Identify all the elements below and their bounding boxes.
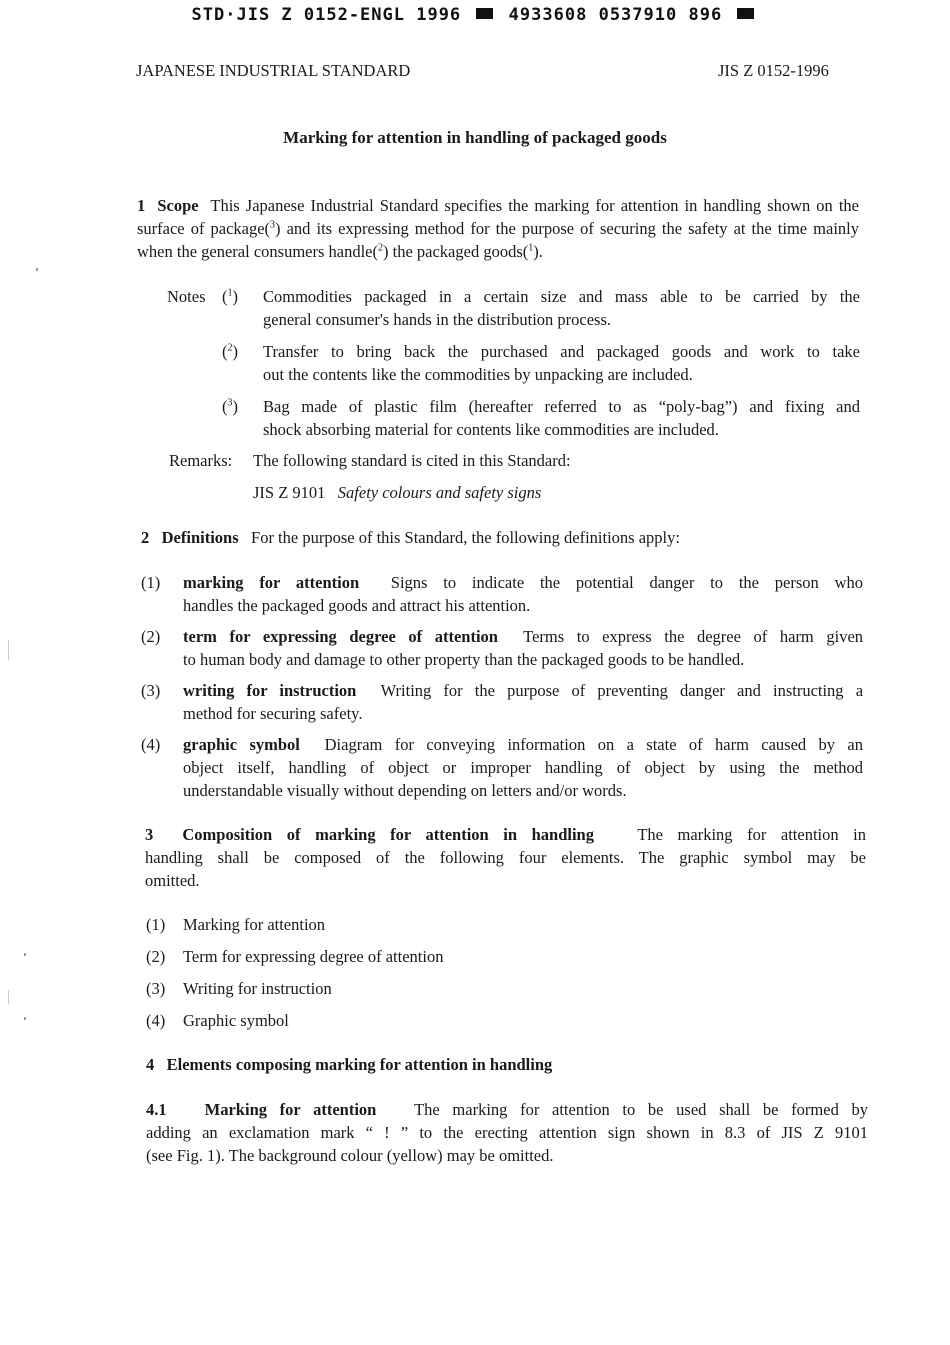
scope-text: This Japanese Industrial Standard specifies the marking for attention in handling shown on the surface of package (137, 196, 859, 238)
definition-number: (2) (141, 627, 161, 646)
element-number: (3) (146, 979, 166, 998)
definition-term: marking for attention (183, 573, 360, 592)
scan-speck (8, 990, 9, 1004)
footnote-ref: 2 (378, 242, 383, 254)
subsection-number: 4.1 (146, 1100, 167, 1119)
definition-term: graphic symbol (183, 735, 300, 754)
definition-number: (3) (141, 681, 161, 700)
scope-paragraph: 1 Scope This Japanese Industrial Standard specifies the marking for attention in handling shown on the surface of package($^3$) and its expressing method for the purpose of securing the safety at the time mainly when the general consumers handle($^2$) the packaged goods($^1$). (137, 196, 859, 261)
element-number: (4) (146, 1011, 166, 1030)
scope-text: the packaged goods (392, 242, 523, 261)
scan-speck (8, 640, 9, 660)
scope-text: ). (533, 242, 543, 261)
section-heading: Definitions (161, 528, 239, 547)
standard-number: JIS Z 0152-1996 (718, 61, 829, 80)
scope-heading: Scope (157, 196, 199, 215)
subsection-4-1: 4.1 Marking for attention The marking for attention to be used shall be formed by adding an exclamation mark “ ! ” to the erecting attention sign shown in 8.3 of JIS Z 9101 (see Fig. 1). The background colour (yellow) may be omitted. (146, 1100, 868, 1165)
element-number: (2) (146, 947, 166, 966)
definition-item: graphic symbol Diagram for conveying information on a state of harm caused by an object itself, handling of object or improper handling of object by using the method understandable visually without depending on letters and/or words. (183, 735, 863, 800)
definitions-heading-line (141, 526, 680, 549)
note-text: Commodities packaged in a certain size and mass able to be carried by the general consumer's hands in the distribution process. (263, 287, 860, 329)
definition-term: term for expressing degree of attention (183, 627, 498, 646)
footnote-ref: 3 (270, 219, 276, 231)
barcode-block (476, 8, 493, 19)
definition-number: (4) (141, 735, 161, 754)
footnote-ref: 1 (528, 242, 534, 254)
cited-standard (253, 481, 541, 504)
element-text: Term for expressing degree of attention (183, 947, 444, 966)
elements-heading (146, 1053, 552, 1076)
definition-item: term for expressing degree of attention Terms to express the degree of harm given to human body and damage to other property than the packaged goods to be handled. (183, 627, 864, 669)
scope-text: and its expressing method for the purpose of securing the safety at the time mainly when the general consumers handle (137, 219, 859, 261)
element-number: (1) (146, 915, 166, 934)
element-text: Marking for attention (183, 915, 326, 934)
definition-item: marking for attention Signs to indicate the potential danger to the person who handles the packaged goods and attract his attention. (183, 573, 864, 615)
definition-item: writing for instruction Writing for the purpose of preventing danger and instructing a method for securing safety. (183, 681, 864, 723)
notes-label: Notes (167, 287, 206, 306)
section-number: 3 (145, 825, 154, 844)
subsection-heading: Marking for attention (204, 1100, 377, 1119)
element-text: Writing for instruction (183, 979, 332, 998)
scan-speck (24, 1017, 26, 1020)
scan-header-code2: 0537910 (598, 5, 678, 25)
section-number: 2 (141, 528, 150, 547)
standard-header-label: JAPANESE INDUSTRIAL STANDARD (136, 61, 411, 80)
remarks-label: Remarks: (169, 451, 233, 470)
barcode-block (737, 8, 754, 19)
composition-paragraph: 3 Composition of marking for attention in handling The marking for attention in handling shall be composed of the following four elements. The graphic symbol may be omitted. (145, 825, 867, 890)
cited-code: JIS Z 9101 (253, 483, 326, 502)
scope-number: 1 (137, 196, 146, 215)
definition-term: writing for instruction (183, 681, 357, 700)
section-heading: Elements composing marking for attention in handling (166, 1055, 553, 1074)
scan-header-code1: 4933608 (508, 5, 588, 25)
scan-header (0, 4, 950, 27)
scan-header-doc-id: STD·JIS Z 0152-ENGL 1996 (191, 5, 462, 25)
cited-title: Safety colours and safety signs (337, 483, 542, 502)
note-number: ($^1$) (222, 287, 238, 306)
definitions-intro: For the purpose of this Standard, the following definitions apply: (251, 528, 680, 547)
document-title: Marking for attention in handling of packaged goods (283, 128, 667, 147)
scan-speck (36, 268, 38, 271)
section-heading: Composition of marking for attention in handling (182, 825, 594, 844)
note-text: Transfer to bring back the purchased and packaged goods and work to take out the contents like the commodities by unpacking are included. (263, 342, 860, 384)
scan-header-code3: 896 (688, 5, 723, 25)
element-text: Graphic symbol (183, 1011, 289, 1030)
definition-number: (1) (141, 573, 161, 592)
section-number: 4 (146, 1055, 155, 1074)
remarks-text: The following standard is cited in this Standard: (253, 451, 571, 470)
note-number: ($^3$) (222, 397, 238, 416)
note-number: ($^2$) (222, 342, 238, 361)
note-text: Bag made of plastic film (hereafter referred to as “poly-bag”) and fixing and shock absorbing material for contents like commodities are included. (263, 397, 860, 439)
scan-speck (24, 953, 26, 956)
